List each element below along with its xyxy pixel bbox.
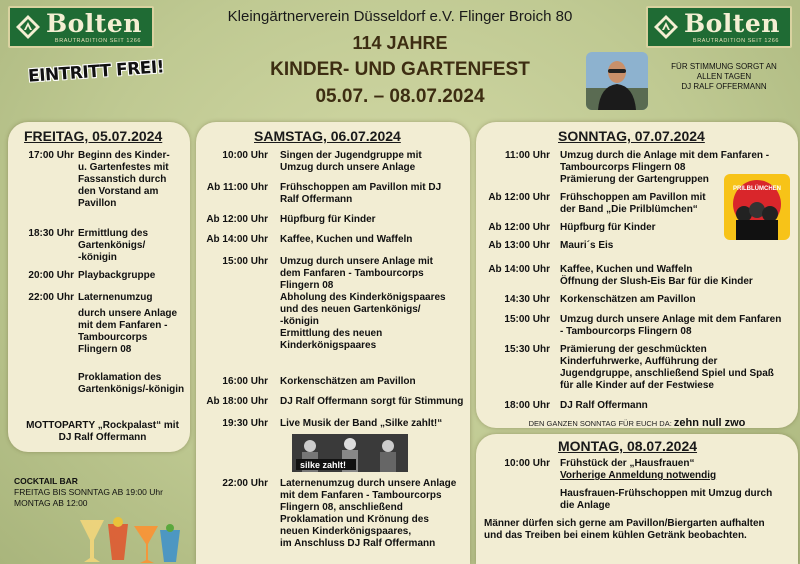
row-text-line: Korkenschätzen am Pavillon bbox=[560, 294, 696, 305]
row-text-line: und des neuen Gartenkönigs/ bbox=[280, 304, 421, 315]
row-text-line: -königin bbox=[280, 316, 319, 327]
row-text-line: Umzug durch unsere Anlage mit bbox=[280, 256, 433, 267]
bolten-logo-left bbox=[8, 6, 154, 48]
row-text-line: Prämierung der geschmückten bbox=[560, 344, 707, 355]
saturday-title: SAMSTAG, 06.07.2024 bbox=[254, 128, 401, 144]
row-text-line: -königin bbox=[78, 252, 117, 263]
brand-tagline: BRAUTRADITION SEIT 1266 bbox=[54, 38, 142, 44]
row-text-line: Umzug durch unsere Anlage bbox=[280, 162, 416, 173]
row-text-line: im Anschluss DJ Ralf Offermann bbox=[280, 538, 436, 549]
row-text-line: Laternenumzug durch unsere Anlage bbox=[280, 478, 457, 489]
row-time: 11:00 Uhr bbox=[504, 150, 550, 161]
row-text: Frühstück der „Hausfrauen“ bbox=[560, 458, 695, 469]
row-time: Ab 13:00 Uhr bbox=[488, 240, 550, 251]
row-text-line: Flingern 08 bbox=[78, 344, 132, 355]
cocktail-hours-monday: MONTAG AB 12:00 bbox=[14, 498, 88, 508]
row-text-line: Fassanstich durch bbox=[78, 174, 167, 185]
sunday-footer bbox=[476, 417, 798, 429]
cocktail-bar-title: COCKTAIL BAR bbox=[14, 476, 78, 486]
monday-panel bbox=[476, 434, 798, 564]
bolten-logo-right bbox=[646, 6, 792, 48]
row-text-line: Playbackgruppe bbox=[78, 270, 156, 281]
event-dates: 05.07. – 08.07.2024 bbox=[315, 86, 485, 107]
free-entry-badge: EINTRITT FREI! bbox=[27, 57, 165, 87]
motto-line: MOTTOPARTY „Rockpalast“ mit bbox=[26, 420, 179, 431]
row-text-line: Flingern 08, anschließend bbox=[280, 502, 403, 513]
bolten-emblem-icon bbox=[15, 14, 41, 40]
row-text-line: Umzug durch unsere Anlage mit dem Fanfaren bbox=[560, 314, 782, 325]
row-time: 15:30 Uhr bbox=[504, 344, 550, 355]
row-time: Ab 12:00 Uhr bbox=[488, 222, 550, 233]
row-text-line: Umzug durch die Anlage mit dem Fanfaren - bbox=[560, 150, 770, 161]
row-text-line: Ermittlung des neuen bbox=[280, 328, 383, 339]
brand-tagline: BRAUTRADITION SEIT 1266 bbox=[692, 38, 780, 44]
friday-panel bbox=[8, 122, 190, 452]
row-text-line: Korkenschätzen am Pavillon bbox=[280, 376, 416, 387]
sunday-panel bbox=[476, 122, 798, 428]
row-text bbox=[280, 396, 463, 408]
row-time: 20:00 Uhr bbox=[28, 270, 74, 281]
row-time: 15:00 Uhr bbox=[222, 256, 268, 267]
row-text-line: Jugendgruppe, anschließend Spiel und Spaß bbox=[560, 368, 774, 379]
row-time: 22:00 Uhr bbox=[222, 478, 268, 489]
follow-up-line: Hausfrauen-Frühschoppen mit Umzug durch bbox=[560, 488, 773, 499]
row-text-line: Ralf Offermann bbox=[280, 194, 353, 205]
row-text-line: Mauri´s Eis bbox=[560, 240, 614, 251]
row-text-line: der Band „Die Prilblümchen“ bbox=[560, 204, 698, 215]
row-text bbox=[78, 308, 177, 356]
row-text bbox=[78, 372, 184, 396]
band-logo-text: PRILBLÜMCHEN bbox=[733, 186, 781, 192]
row-text bbox=[280, 182, 441, 206]
band-prilbluemchen-image bbox=[724, 174, 790, 240]
anniversary-years: 114 JAHRE bbox=[352, 33, 448, 53]
row-text-line: Ermittlung des bbox=[78, 228, 149, 239]
row-time: 16:00 Uhr bbox=[222, 376, 268, 387]
row-text-line: Flingern 08 bbox=[280, 280, 334, 291]
row-text bbox=[280, 256, 446, 352]
event-name: KINDER- UND GARTENFEST bbox=[270, 59, 530, 80]
friday-motto bbox=[20, 420, 185, 444]
row-text-line: Laternenumzug bbox=[78, 292, 153, 303]
row-time: 15:00 Uhr bbox=[504, 314, 550, 325]
row-text-line: Kinderfuhrwerke, Aufführung der bbox=[560, 356, 718, 367]
registration-note: Vorherige Anmeldung notwendig bbox=[560, 470, 717, 481]
row-time: Ab 11:00 Uhr bbox=[206, 182, 268, 193]
row-text-line: neuen Kinderkönigspaares, bbox=[280, 526, 412, 537]
sunday-footer-prefix: DEN GANZEN SONNTAG FÜR EUCH DA: bbox=[528, 419, 672, 428]
row-text-line: Tambourcorps Flingern 08 bbox=[560, 162, 686, 173]
row-time: 10:00 Uhr bbox=[222, 150, 268, 161]
row-time: 22:00 Uhr bbox=[28, 292, 74, 303]
monday-title: MONTAG, 08.07.2024 bbox=[558, 438, 698, 454]
row-text bbox=[560, 192, 706, 216]
row-text-line: Abholung des Kinderkönigspaares bbox=[280, 292, 446, 303]
row-text-line: Gartenkönigs/ bbox=[78, 240, 146, 251]
closing-line: Männer dürfen sich gerne am Pavillon/Biergarten aufhalten bbox=[484, 518, 765, 529]
dj-note-line: FÜR STIMMUNG SORGT AN bbox=[671, 62, 777, 71]
band-logo-text: silke zahlt! bbox=[300, 460, 347, 470]
row-text-line: Proklamation und Krönung des bbox=[280, 514, 429, 525]
row-text bbox=[280, 418, 442, 430]
row-text-line: Pavillon bbox=[78, 198, 117, 209]
row-time: Ab 14:00 Uhr bbox=[488, 264, 550, 275]
row-time: 17:00 Uhr bbox=[28, 150, 74, 161]
brand-name: Bolten bbox=[46, 9, 142, 38]
row-text bbox=[560, 264, 753, 288]
row-text bbox=[560, 344, 774, 392]
cocktail-drinks-image bbox=[74, 500, 186, 564]
row-text-line: Proklamation des bbox=[78, 372, 162, 383]
band-silke-zahlt-image bbox=[292, 434, 408, 472]
row-text-line: Live Musik der Band „Silke zahlt!“ bbox=[280, 418, 443, 429]
row-text-line: DJ Ralf Offermann bbox=[560, 400, 648, 411]
row-time: Ab 12:00 Uhr bbox=[206, 214, 268, 225]
row-text-line: mit dem Fanfaren - Tambourcorps bbox=[280, 490, 442, 501]
row-time: 10:00 Uhr bbox=[504, 458, 550, 469]
row-text-line: Kaffee, Kuchen und Waffeln bbox=[280, 234, 413, 245]
row-text bbox=[560, 222, 656, 234]
row-time: Ab 12:00 Uhr bbox=[488, 192, 550, 203]
row-text bbox=[280, 150, 422, 174]
bolten-emblem-icon bbox=[653, 14, 679, 40]
row-text bbox=[560, 314, 781, 338]
row-text-line: Singen der Jugendgruppe mit bbox=[280, 150, 422, 161]
row-text bbox=[280, 214, 376, 226]
dj-photo bbox=[586, 52, 648, 110]
sunday-footer-highlight: zehn null zwo bbox=[673, 417, 746, 429]
row-text bbox=[560, 400, 648, 412]
row-text-line: Öffnung der Slush-Eis Bar für die Kinder bbox=[560, 276, 753, 287]
row-text bbox=[280, 376, 416, 388]
row-text bbox=[78, 270, 155, 282]
row-text-line: Hüpfburg für Kinder bbox=[280, 214, 376, 225]
row-time: 14:30 Uhr bbox=[504, 294, 550, 305]
dj-note-line: ALLEN TAGEN bbox=[696, 72, 752, 81]
row-text bbox=[560, 240, 613, 252]
closing-line: und das Treiben bei einem kühlen Getränk beobachten. bbox=[484, 530, 747, 541]
organization-name: Kleingärtnerverein Düsseldorf e.V. Flinger Broich 80 bbox=[227, 8, 573, 25]
row-text-line: für alle Kinder auf der Festwiese bbox=[560, 380, 714, 391]
row-text-line: DJ Ralf Offermann sorgt für Stimmung bbox=[280, 396, 464, 407]
row-time: Ab 14:00 Uhr bbox=[206, 234, 268, 245]
motto-line: DJ Ralf Offermann bbox=[58, 432, 147, 443]
row-text-line: den Vorstand am bbox=[78, 186, 159, 197]
cocktail-hours-weekend: FREITAG BIS SONNTAG AB 19:00 Uhr bbox=[14, 487, 163, 497]
row-text-line: Kinderkönigspaares bbox=[280, 340, 377, 351]
row-text bbox=[560, 294, 696, 306]
row-text bbox=[78, 228, 148, 264]
friday-title: FREITAG, 05.07.2024 bbox=[24, 128, 163, 144]
row-text bbox=[280, 478, 456, 550]
row-text-line: Prämierung der Gartengruppen bbox=[560, 174, 709, 185]
row-text-line: Beginn des Kinder- bbox=[78, 150, 170, 161]
saturday-panel bbox=[196, 122, 470, 564]
row-time: 18:30 Uhr bbox=[28, 228, 74, 239]
dj-note-line: DJ RALF OFFERMANN bbox=[681, 82, 767, 91]
follow-up-line: die Anlage bbox=[560, 500, 611, 511]
row-text-line: Kaffee, Kuchen und Waffeln bbox=[560, 264, 693, 275]
row-text-line: u. Gartenfestes mit bbox=[78, 162, 169, 173]
row-text-line: Frühschoppen am Pavillon mit DJ bbox=[280, 182, 442, 193]
row-text-line: durch unsere Anlage bbox=[78, 308, 178, 319]
row-text-line: Gartenkönigs/-königin bbox=[78, 384, 185, 395]
dj-note bbox=[654, 62, 794, 92]
row-text-line: Frühschoppen am Pavillon mit bbox=[560, 192, 706, 203]
row-text-line: mit dem Fanfaren - bbox=[78, 320, 168, 331]
row-time: 19:30 Uhr bbox=[222, 418, 268, 429]
row-text-line: Hüpfburg für Kinder bbox=[560, 222, 656, 233]
brand-name: Bolten bbox=[684, 9, 780, 38]
row-text bbox=[280, 234, 412, 246]
row-time: Ab 18:00 Uhr bbox=[206, 396, 268, 407]
row-text-line: dem Fanfaren - Tambourcorps bbox=[280, 268, 424, 279]
row-text-line: Tambourcorps bbox=[78, 332, 148, 343]
row-time: 18:00 Uhr bbox=[504, 400, 550, 411]
row-text bbox=[78, 292, 152, 304]
sunday-title: SONNTAG, 07.07.2024 bbox=[558, 128, 705, 144]
row-text bbox=[78, 150, 170, 210]
row-text-line: - Tambourcorps Flingern 08 bbox=[560, 326, 692, 337]
